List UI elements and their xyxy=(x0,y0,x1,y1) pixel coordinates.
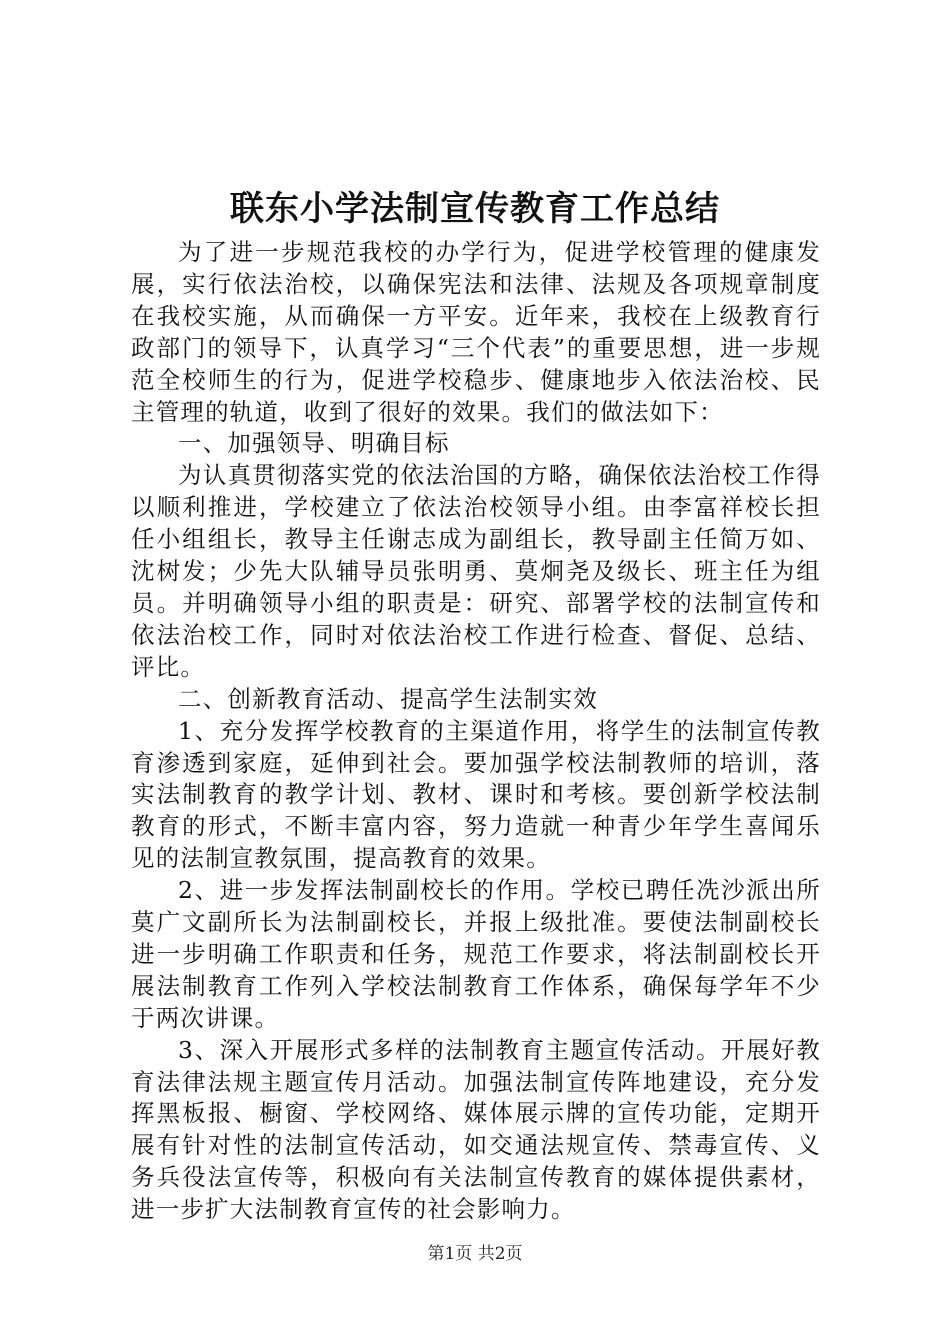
page-number-footer: 第1页 共2页 xyxy=(427,1244,523,1264)
section-2-item-3: 3、深入开展形式多样的法制教育主题宣传活动。开展好教育法律法规主题宣传月活动。加强法制宣传阵地建设，充分发挥黑板报、橱窗、学校网络、媒体展示牌的宣传功能，定期开展有针对性的法制宣传活动，如交通法规宣传、禁毒宣传、义务兵役法宣传等，积极向有关法制宣传教育的媒体提供素材，进一步扩大法制教育宣传的社会影响力。 xyxy=(131,1035,821,1224)
section-2-item-1: 1、充分发挥学校教育的主渠道作用，将学生的法制宣传教育渗透到家庭，延伸到社会。要加强学校法制教师的培训，落实法制教育的教学计划、教材、课时和考核。要创新学校法制教育的形式，不断丰富内容，努力造就一种青少年学生喜闻乐见的法制宣教氛围，提高教育的效果。 xyxy=(131,716,821,873)
section-heading-2: 二、创新教育活动、提高学生法制实效 xyxy=(178,684,598,713)
document-title: 联东小学法制宣传教育工作总结 xyxy=(230,189,720,229)
section-heading-1: 一、加强领导、明确目标 xyxy=(178,429,450,458)
section-1-paragraph: 为认真贯彻落实党的依法治国的方略，确保依法治校工作得以顺利推进，学校建立了依法治校领导小组。由李富祥校长担任小组组长，教导主任谢志成为副组长，教导副主任简万如、沈树发；少先大队辅导员张明勇、莫炯尧及级长、班主任为组员。并明确领导小组的职责是：研究、部署学校的法制宣传和依法治校工作，同时对依法治校工作进行检查、督促、总结、评比。 xyxy=(131,461,821,681)
document-body xyxy=(131,237,821,1226)
intro-paragraph: 为了进一步规范我校的办学行为，促进学校管理的健康发展，实行依法治校，以确保宪法和法律、法规及各项规章制度在我校实施，从而确保一方平安。近年来，我校在上级教育行政部门的领导下，认真学习“三个代表”的重要思想，进一步规范全校师生的行为，促进学校稳步、健康地步入依法治校、民主管理的轨道，收到了很好的效果。我们的做法如下： xyxy=(131,238,821,426)
section-2-item-2: 2、进一步发挥法制副校长的作用。学校已聘任冼沙派出所莫广文副所长为法制副校长，并报上级批准。要使法制副校长进一步明确工作职责和任务，规范工作要求，将法制副校长开展法制教育工作列入学校法制教育工作体系，确保每学年不少于两次讲课。 xyxy=(131,876,821,1032)
